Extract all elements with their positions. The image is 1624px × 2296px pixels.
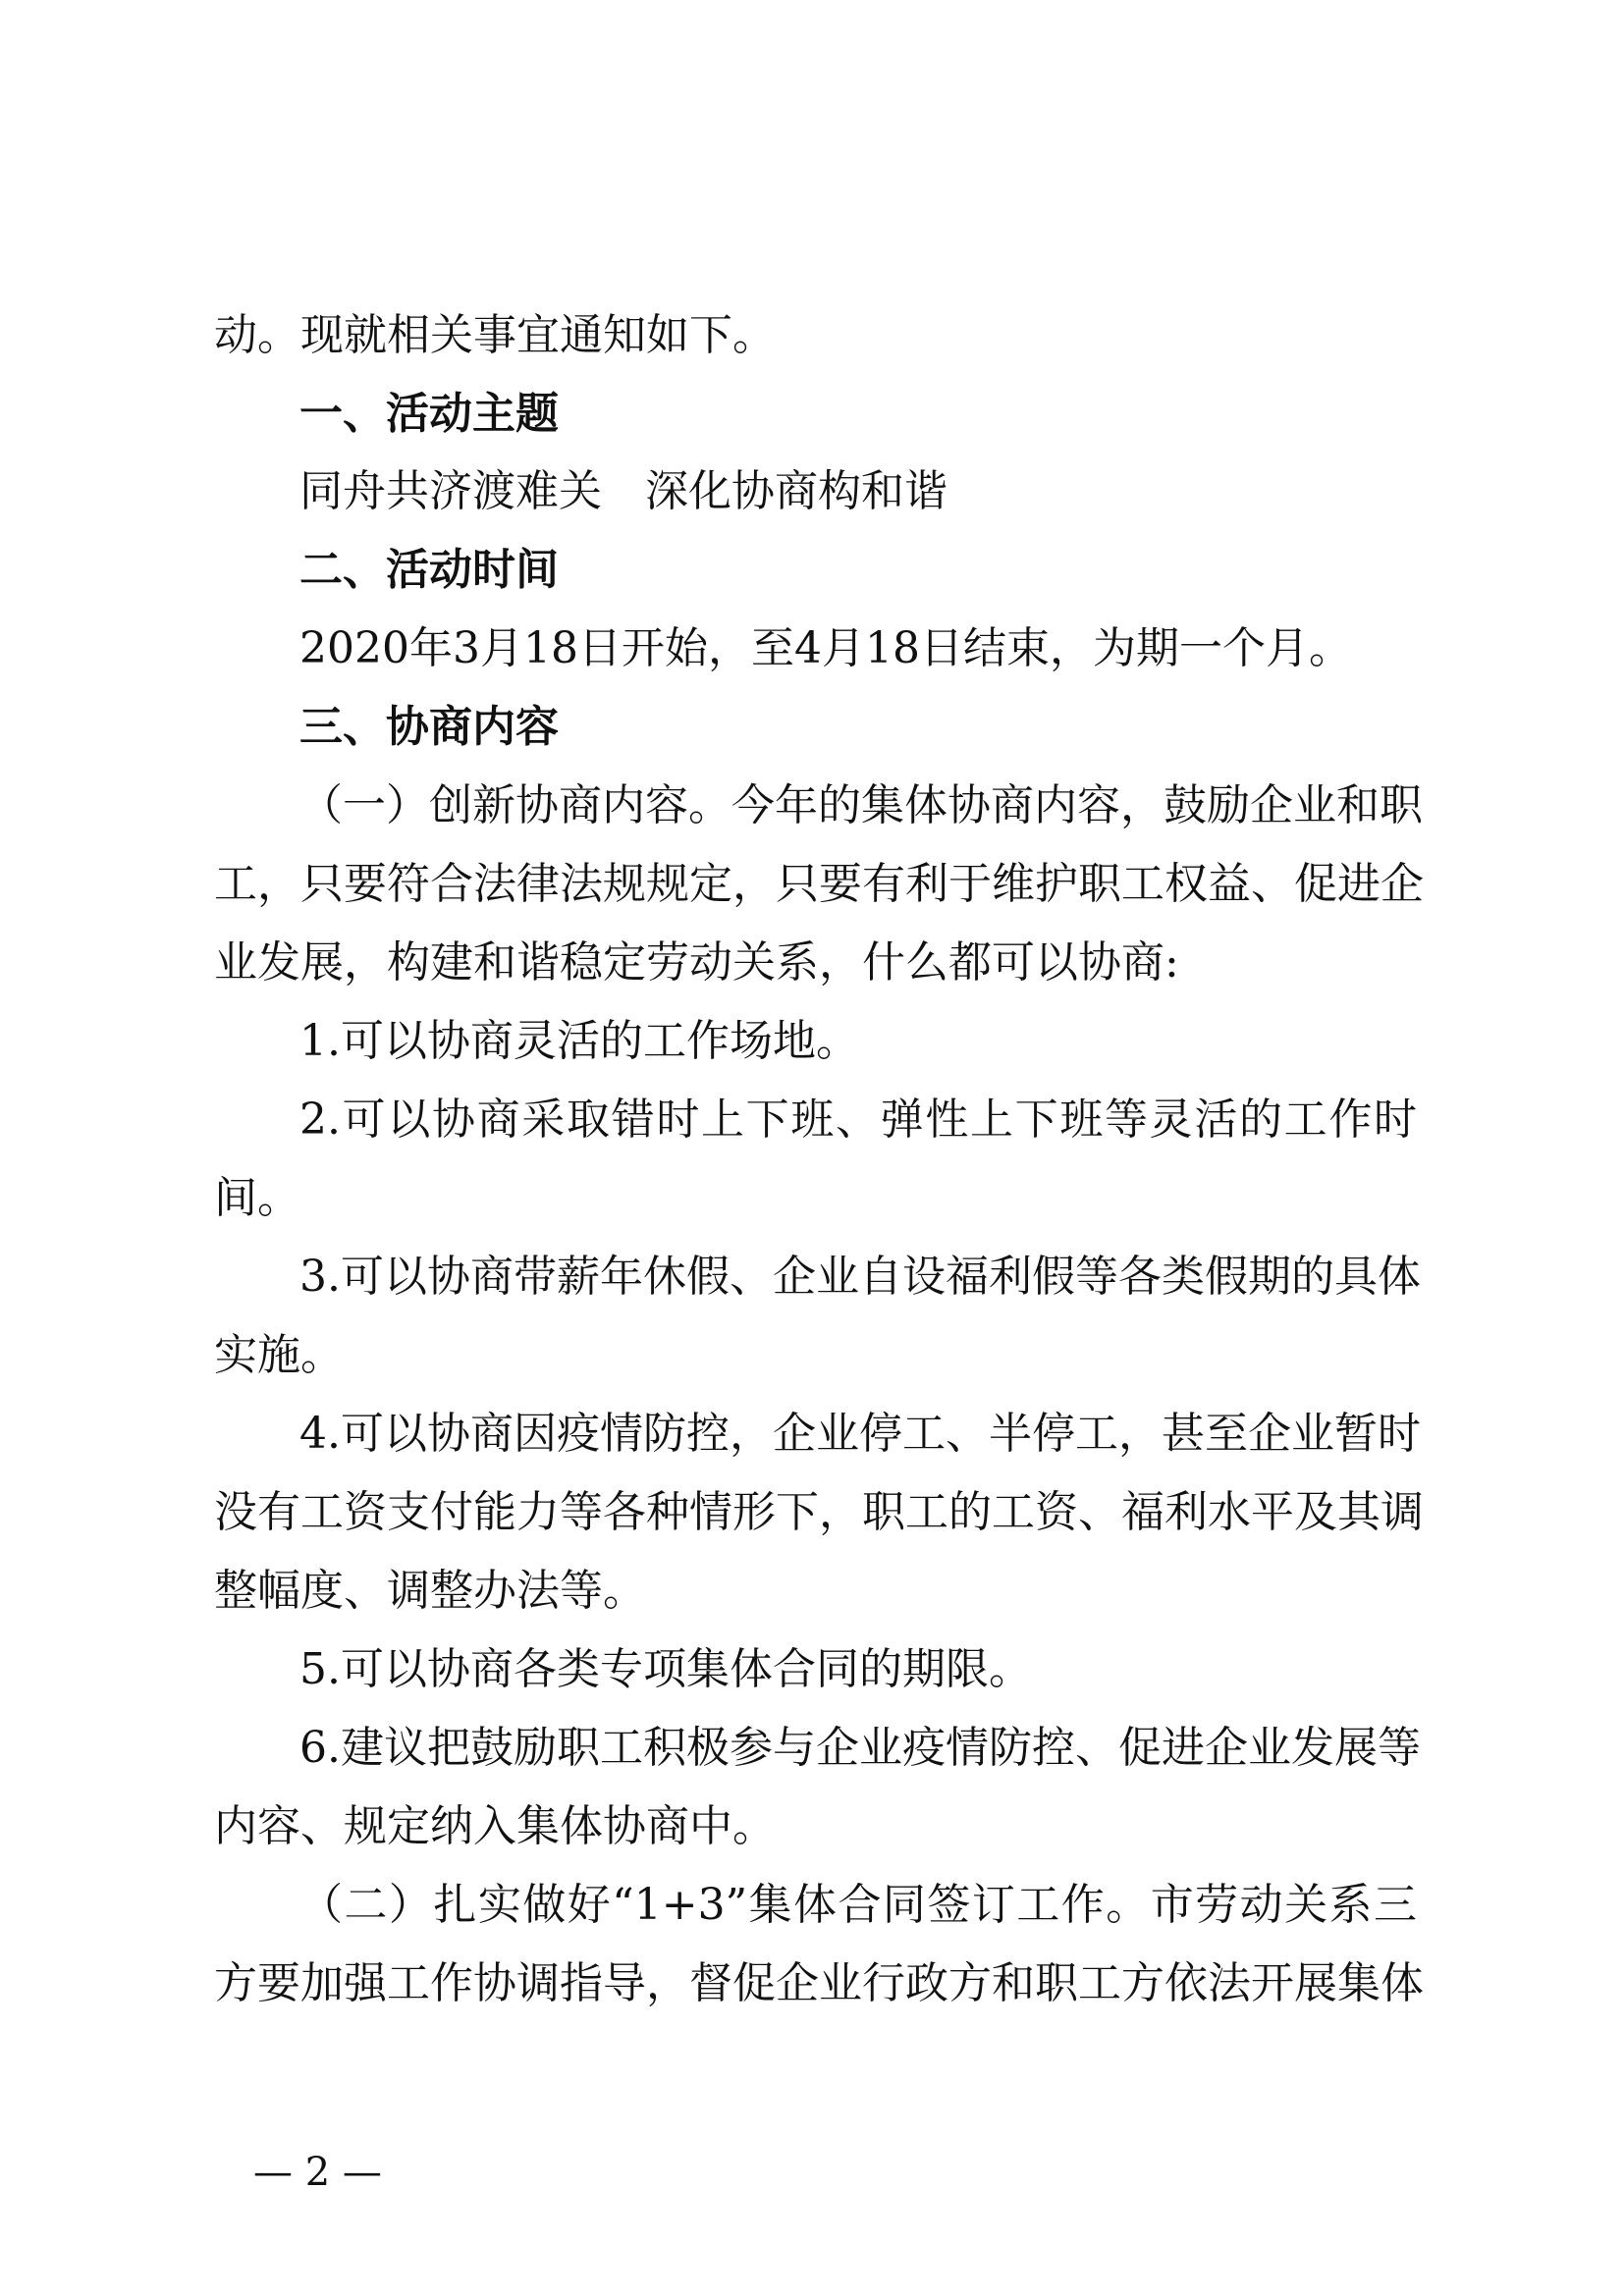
list-item-5: 5.可以协商各类专项集体合同的期限。 [299, 1644, 1032, 1694]
activity-time-text: 2020年3月18日开始，至4月18日结束，为期一个月。 [299, 623, 1352, 673]
body-text-line: 方要加强工作协调指导，督促企业行政方和职工方依法开展集体 [214, 1958, 1424, 2008]
subsection-2-text: （二）扎实做好“1+3”集体合同签订工作。市劳动关系三 [299, 1880, 1417, 1930]
list-item-2: 2.可以协商采取错时上下班、弹性上下班等灵活的工作时 [299, 1095, 1417, 1145]
list-item-4-cont: 整幅度、调整办法等。 [214, 1566, 646, 1616]
list-item-3: 3.可以协商带薪年休假、企业自设福利假等各类假期的具体 [299, 1252, 1421, 1302]
section-heading-time: 二、活动时间 [299, 545, 559, 595]
section-heading-content: 三、协商内容 [299, 702, 559, 752]
body-text-line: 工，只要符合法律法规规定，只要有利于维护职工权益、促进企 [214, 859, 1424, 909]
list-item-1: 1.可以协商灵活的工作场地。 [299, 1016, 859, 1066]
list-item-3-cont: 实施。 [214, 1330, 344, 1380]
list-item-2-cont: 间。 [214, 1173, 300, 1223]
body-text-line: 业发展，构建和谐稳定劳动关系，什么都可以协商: [214, 937, 1179, 988]
subsection-1-text: （一）创新协商内容。今年的集体协商内容，鼓励企业和职 [299, 780, 1423, 830]
list-item-4: 4.可以协商因疫情防控，企业停工、半停工，甚至企业暂时 [299, 1409, 1421, 1459]
list-item-6-cont: 内容、规定纳入集体协商中。 [214, 1801, 776, 1851]
list-item-6: 6.建议把鼓励职工积极参与企业疫情防控、促进企业发展等 [299, 1723, 1421, 1773]
list-item-4-cont: 没有工资支付能力等各种情形下，职工的工资、福利水平及其调 [214, 1487, 1424, 1537]
body-text-line: 动。现就相关事宜通知如下。 [214, 310, 776, 360]
section-heading-theme: 一、活动主题 [299, 389, 559, 439]
activity-theme-text: 同舟共济渡难关 深化协商构和谐 [299, 466, 947, 516]
page-number: — 2 — [253, 2150, 382, 2195]
